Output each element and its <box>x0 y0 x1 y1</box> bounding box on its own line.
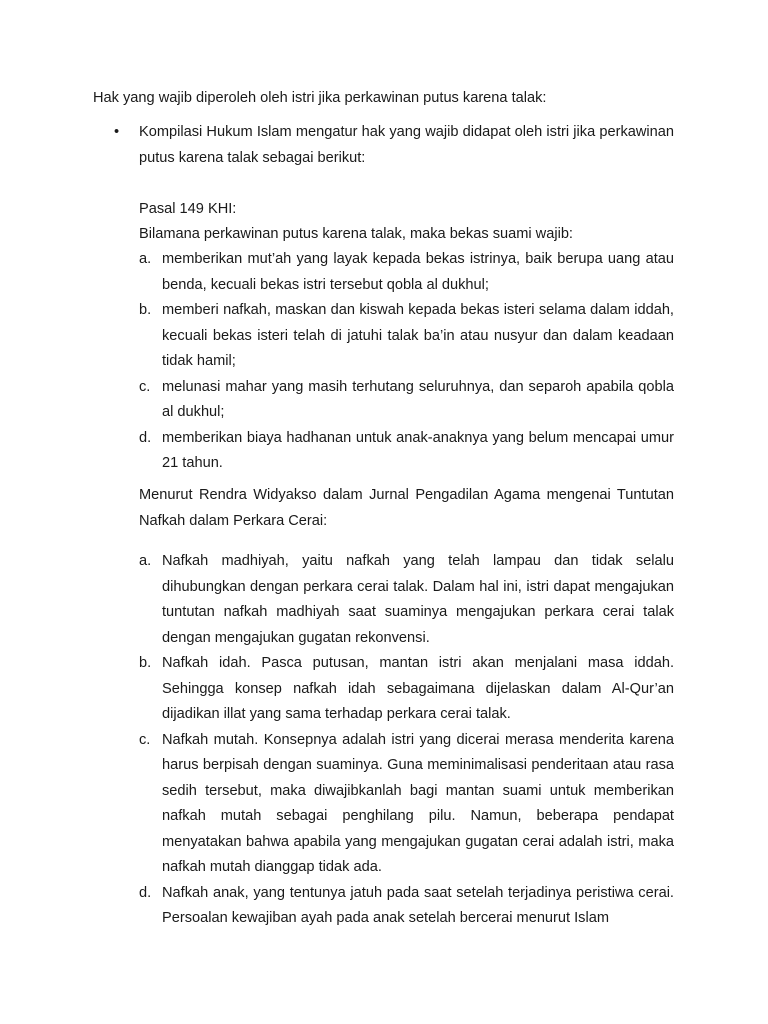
list-item <box>139 651 674 728</box>
list-item <box>139 247 674 298</box>
bullet-text: Kompilasi Hukum Islam mengatur hak yang wajib didapat oleh istri jika perkawinan putus karena talak sebagai berikut: <box>139 124 674 166</box>
list-item <box>139 298 674 375</box>
list-marker: d. <box>139 429 152 446</box>
list-marker: c. <box>139 731 151 748</box>
list-item-text: memberikan mut’ah yang layak kepada bekas istrinya, baik berupa uang atau benda, kecuali bekas istri tersebut qobla al dukhul; <box>162 251 674 293</box>
pasal-section <box>139 197 674 477</box>
list-marker: a. <box>139 251 152 267</box>
list-marker: b. <box>139 655 152 671</box>
list-item-text: Nafkah madhiyah, yaitu nafkah yang telah lampau dan tidak selalu dihubungkan dengan perkara cerai talak. Dalam hal ini, istri dapat mengajukan tuntutan nafkah madhiyah saat suaminya mengajukan perkara cerai talak dengan mengajukan gugatan rekonvensi. <box>162 553 674 646</box>
list-item <box>139 375 674 426</box>
list-item-text: melunasi mahar yang masih terhutang seluruhnya, dan separoh apabila qobla al dukhul; <box>162 378 674 420</box>
pasal-heading: Pasal 149 KHI: <box>139 201 237 217</box>
menurut-section <box>139 483 674 932</box>
list-item <box>139 549 674 651</box>
list-item-text: memberikan biaya hadhanan untuk anak-anaknya yang belum mencapai umur 21 tahun. <box>162 429 674 471</box>
list-marker: b. <box>139 302 152 318</box>
list-item-text: Nafkah mutah. Konsepnya adalah istri yang dicerai merasa menderita karena harus berpisah dengan suaminya. Guna meminimalisasi penderitaan atau rasa sedih tersebut, maka diwajibkanlah bagi mantan suami untuk memberikan nafkah mutah sebagai penghilang pilu. Namun, beberapa pendapat menyatakan bahwa apabila yang mengajukan gugatan cerai adalah istri, maka nafkah mutah dianggap tidak ada. <box>162 731 674 875</box>
list-item-text: Nafkah anak, yang tentunya jatuh pada saat setelah terjadinya peristiwa cerai. Persoalan kewajiban ayah pada anak setelah bercerai menurut Islam <box>162 884 674 926</box>
nafkah-list <box>139 549 674 932</box>
list-marker: a. <box>139 553 152 569</box>
list-item-text: Nafkah idah. Pasca putusan, mantan istri akan menjalani masa iddah. Sehingga konsep nafkah idah sebagaimana dijelaskan dalam Al-Qur’an dijadikan illat yang sama terhadap perkara cerai talak. <box>162 655 674 722</box>
list-item-text: memberi nafkah, maskan dan kiswah kepada bekas isteri selama dalam iddah, kecuali bekas isteri telah di jatuhi talak ba’in atau nusyur dan dalam keadaan tidak hamil; <box>162 302 674 369</box>
list-marker: c. <box>139 378 151 395</box>
list-item <box>139 426 674 477</box>
pasal-list <box>139 247 674 477</box>
intro-line: Hak yang wajib diperoleh oleh istri jika perkawinan putus karena talak: <box>93 90 547 106</box>
list-item <box>139 881 674 932</box>
bullet-dot-icon: • <box>114 124 120 140</box>
list-item <box>139 728 674 881</box>
pasal-lead: Bilamana perkawinan putus karena talak, maka bekas suami wajib: <box>139 226 573 242</box>
list-marker: d. <box>139 884 152 901</box>
menurut-paragraph: Menurut Rendra Widyakso dalam Jurnal Pengadilan Agama mengenai Tuntutan Nafkah dalam Perkara Cerai: <box>139 487 674 529</box>
bullet-item <box>114 120 674 171</box>
